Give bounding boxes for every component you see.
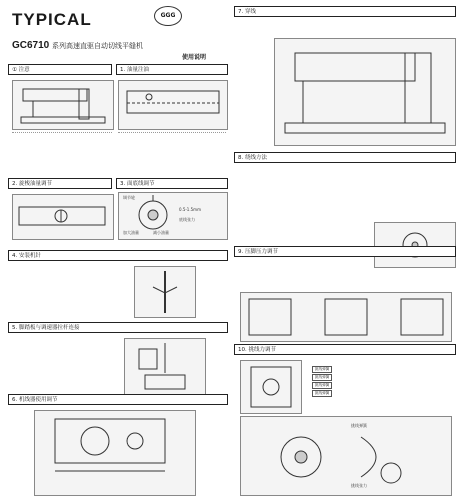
switch-label-2: 挑线弹簧 [312, 374, 332, 381]
section-title-oil: 1. 油量注油 [116, 64, 228, 75]
section-title-thread: 3. 面底线调节 [116, 178, 228, 189]
figure-needle [134, 266, 196, 318]
manual-label: 使用说明 [182, 54, 207, 61]
section-title-tension: 10. 挑线力调节 [234, 344, 456, 355]
figure-winding [374, 222, 456, 268]
model-desc: 系列高速直驱自动切线平缝机 [52, 43, 144, 50]
oil-text-block [118, 132, 226, 173]
figure-tension-head [240, 360, 302, 414]
oil-pan-drawing [119, 81, 227, 129]
section-title-hook-oil: 2. 旋梭油量调节 [8, 178, 112, 189]
brand-name: TYPICAL [12, 10, 92, 29]
figure-oil-pan [118, 80, 228, 130]
winding-drawing [375, 223, 455, 267]
presser-drawing [241, 293, 451, 341]
label-tension: 挑线张力 [351, 483, 367, 488]
section-title-threading: 7. 穿线 [234, 6, 456, 17]
section-title-needle: 4. 安装机针 [8, 250, 228, 261]
label-thread: 底线张力 [179, 217, 195, 222]
threading-drawing [275, 39, 455, 145]
section-title-winding: 8. 绕线方法 [234, 152, 456, 163]
figure-tension-detail [240, 416, 452, 496]
figure-machine-notice [12, 80, 114, 130]
label-less: 减小油量 [153, 230, 169, 235]
switch-label-1: 挑线弹簧 [312, 366, 332, 373]
section-title-pedal: 5. 脚踏板与调速器拉杆连接 [8, 322, 228, 333]
model-title [12, 40, 143, 51]
label-spring: 挑线弹簧 [351, 423, 367, 428]
figure-presser [240, 292, 452, 342]
notice-text-block [12, 132, 112, 173]
brand-logo: GGG [154, 6, 182, 26]
section-title-notice: ① 注意 [8, 64, 112, 75]
section-title-winder: 6. 机线器使用调节 [8, 394, 228, 405]
label-adjust: 调节轮 [123, 195, 135, 200]
switch-label-3: 挑线弹簧 [312, 382, 332, 389]
figure-pedal [124, 338, 206, 396]
needle-drawing [135, 267, 195, 317]
section-title-presser: 9. 压脚压力调节 [234, 246, 456, 257]
winder-drawing [35, 411, 195, 495]
hook-oil-drawing [13, 195, 113, 239]
pedal-drawing [125, 339, 205, 395]
tension-detail-drawing [241, 417, 451, 495]
label-more: 加大油量 [123, 230, 139, 235]
machine-notice-drawing [13, 81, 113, 129]
label-bobbin-a: 0.5-1.5mm [179, 207, 201, 212]
figure-threading [274, 38, 456, 146]
figure-hook-oil [12, 194, 114, 240]
switch-label-4: 挑线弹簧 [312, 390, 332, 397]
figure-winder [34, 410, 196, 496]
model-code: GC6710 [12, 40, 50, 51]
tension-head-drawing [241, 361, 301, 413]
figure-bobbin-tension [118, 192, 228, 240]
